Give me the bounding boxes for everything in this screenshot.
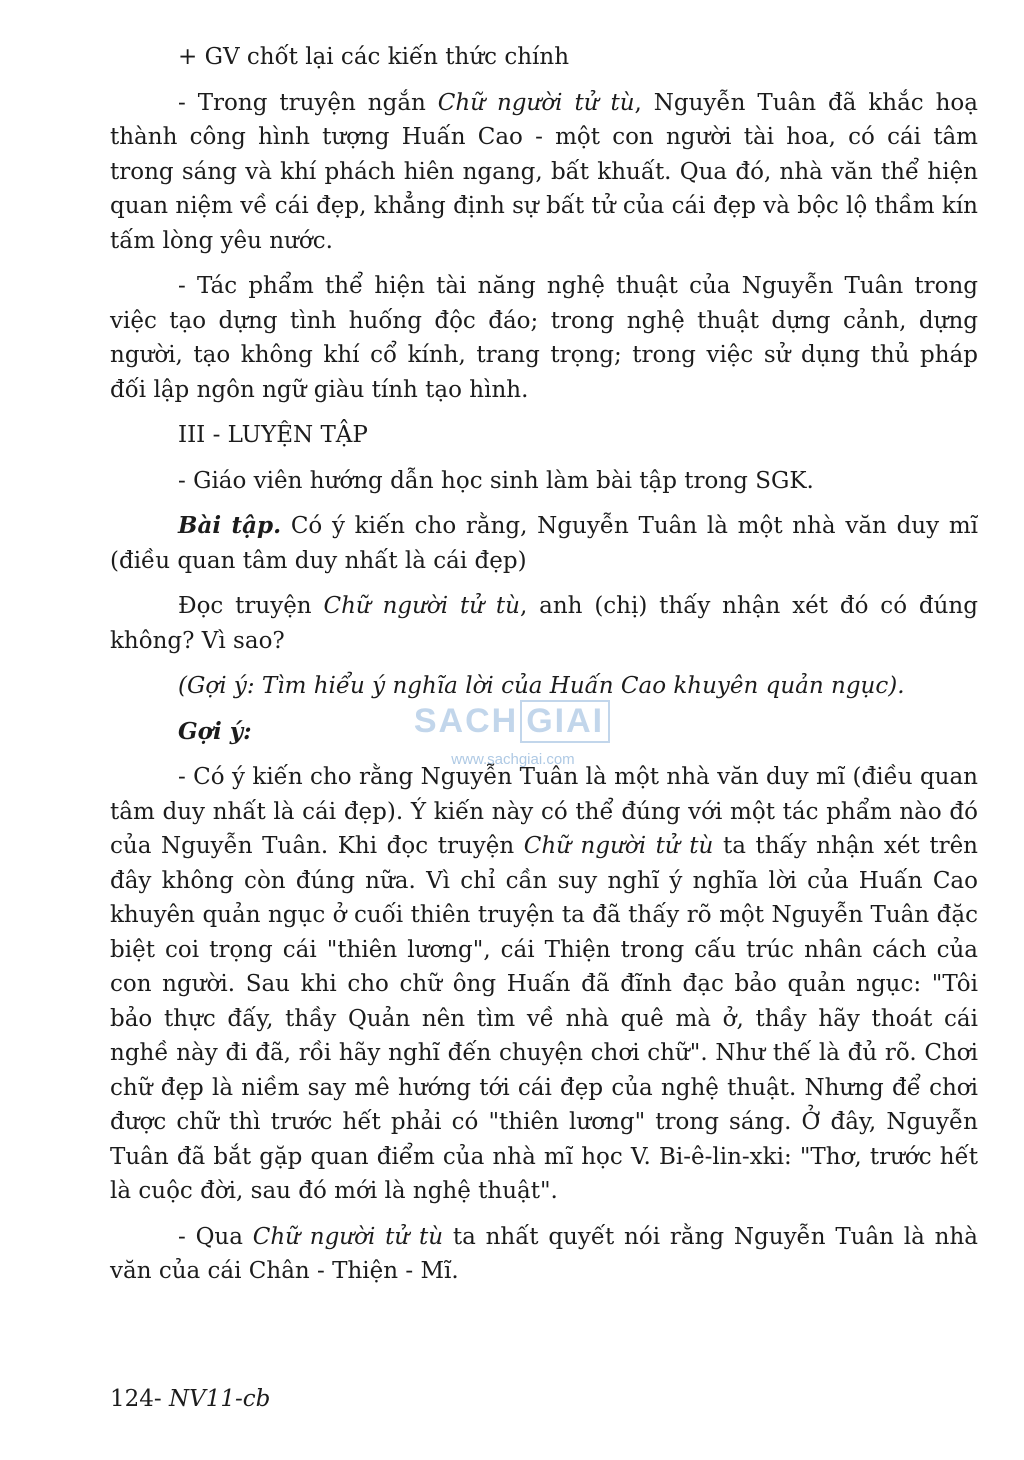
watermark-logo-part-b: GIAI <box>520 700 610 743</box>
section-heading-text: III - LUYỆN TẬP <box>178 422 368 448</box>
paragraph-summary-intro <box>110 40 978 75</box>
answer-text-rest: ta thấy nhận xét trên đây không còn đúng nữa. Vì chỉ cần suy nghĩ ý nghĩa lời của Huấn Cao khuyên quản ngục ở cuối thiên truyện ta đã thấy rõ một Nguyễn Tuân đặc biệt coi trọng cái "thiên lương", cái Thiện trong cấu trúc nhân cách của con người. Sau khi cho chữ ông Huấn đã đĩnh đạc bảo quản ngục: "Tôi bảo thực đấy, thầy Quản nên tìm về nhà quê mà ở, thầy hãy thoát cái nghề này đi đã, rồi hãy nghĩ đến chuyện chơi chữ". Như thế là đủ rõ. Chơi chữ đẹp là niềm say mê hướng tới cái đẹp của nghệ thuật. Nhưng để chơi được chữ thì trước hết phải có "thiên lương" trong sáng. Ở đây, Nguyễn Tuân đã bắt gặp quan điểm của nhà mĩ học V. Bi-ê-lin-xki: "Thơ, trước hết là cuộc đời, sau đó mới là nghệ thuật". <box>110 833 978 1204</box>
work-title: Chữ người tử tù <box>437 89 635 116</box>
question-text-rest: , anh (chị) thấy nhận xét đó có đúng không? Vì sao? <box>110 593 978 654</box>
hint-note-text: (Gợi ý: Tìm hiểu ý nghĩa lời của Huấn Cao khuyên quản ngục). <box>178 673 905 699</box>
huan-cao-text-start: - Trong truyện ngắn <box>178 89 438 116</box>
summary-intro-text: + GV chốt lại các kiến thức chính <box>178 44 570 70</box>
answer-text-start: - Có ý kiến cho rằng Nguyễn Tuân là một nhà văn duy mĩ (điều quan tâm duy nhất là cái đẹp). Ý kiến này có thể đúng với một tác phẩm nào đó của Nguyễn Tuân. Khi đọc truyện <box>110 764 978 859</box>
paragraph-hint-note <box>110 669 978 704</box>
book-code: NV11-cb <box>168 1386 271 1412</box>
paragraph-answer <box>110 760 978 1209</box>
paragraph-conclusion <box>110 1220 978 1289</box>
hint-label: Gợi ý: <box>178 717 252 745</box>
paragraph-exercise <box>110 509 978 578</box>
page-number: 124- <box>110 1386 162 1412</box>
huan-cao-text-rest: , Nguyễn Tuân đã khắc hoạ thành công hình tượng Huấn Cao - một con người tài hoa, có cái tâm trong sáng và khí phách hiên ngang, bất khuất. Qua đó, nhà văn thể hiện quan niệm về cái đẹp, khẳng định sự bất tử của cái đẹp và bộc lộ thầm kín tấm lòng yêu nước. <box>110 89 978 254</box>
teacher-guide-text: - Giáo viên hướng dẫn học sinh làm bài tập trong SGK. <box>178 467 814 494</box>
watermark-logo-part-a: SACH <box>413 702 519 740</box>
exercise-label: Bài tập. <box>178 512 282 539</box>
paragraph-huan-cao <box>110 86 978 259</box>
paragraph-question <box>110 589 978 658</box>
paragraph-art-talent <box>110 269 978 407</box>
page-content <box>110 40 978 1300</box>
watermark-url: www.sachgiai.com <box>451 751 575 768</box>
conclusion-text-rest: ta nhất quyết nói rằng Nguyễn Tuân là nhà văn của cái Chân - Thiện - Mĩ. <box>110 1223 978 1284</box>
work-title: Chữ người tử tù <box>252 1223 444 1250</box>
art-talent-text: - Tác phẩm thể hiện tài năng nghệ thuật của Nguyễn Tuân trong việc tạo dựng tình huống độc đáo; trong nghệ thuật dựng cảnh, dựng người, tạo không khí cổ kính, trang trọng; trong việc sử dụng thủ pháp đối lập ngôn ngữ giàu tính tạo hình. <box>110 273 978 403</box>
work-title: Chữ người tử tù <box>523 833 714 859</box>
conclusion-text-start: - Qua <box>178 1223 253 1250</box>
exercise-text: Có ý kiến cho rằng, Nguyễn Tuân là một nhà văn duy mĩ (điều quan tâm duy nhất là cái đẹp) <box>110 513 978 574</box>
section-heading-practice <box>110 418 978 453</box>
paragraph-hint-label <box>110 715 978 750</box>
page-footer <box>110 1386 270 1412</box>
paragraph-teacher-guide <box>110 464 978 499</box>
work-title: Chữ người tử tù <box>323 593 520 619</box>
question-text-start: Đọc truyện <box>178 593 324 619</box>
